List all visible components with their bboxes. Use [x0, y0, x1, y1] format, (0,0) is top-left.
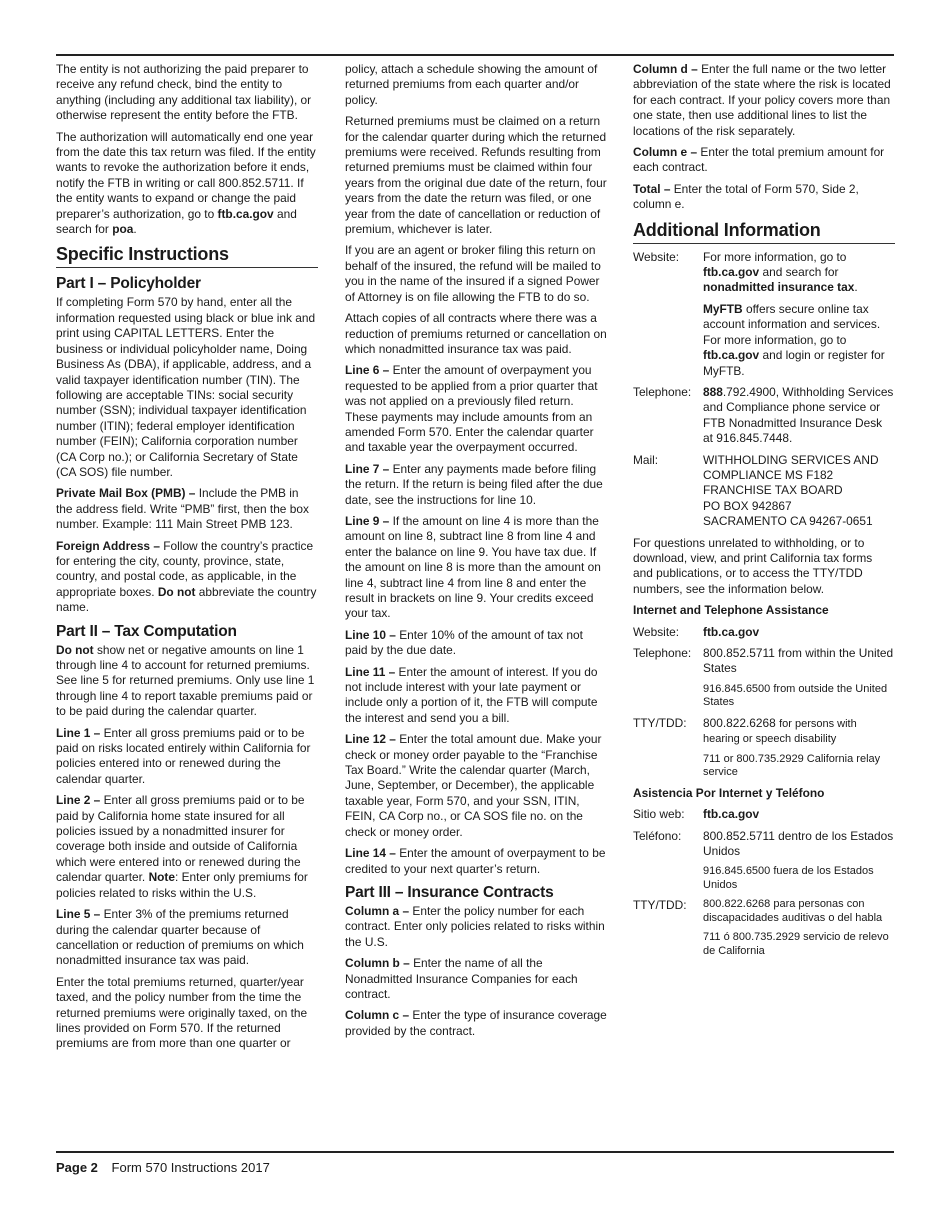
auth-paragraph-2: The authorization will automatically end one year from the date this tax return was filed. If the entity wants to revoke the authorization before it ends, notify the FTB in writing or call 800.852.5711. If the entity wants to expand or change the paid preparer’s authorization, go to ftb.ca.gov and search for poa.: [56, 129, 316, 237]
telephone-key: Telephone:: [633, 384, 692, 399]
line14-paragraph: Line 14 – Enter the amount of overpayment to be credited to your next quarter’s return.: [345, 846, 606, 876]
part3-heading: Part III – Insurance Contracts: [345, 883, 554, 901]
telephone-value: 888.792.4900, Withholding Services and Compliance phone service or FTB Nonadmitted Insurance Desk at 916.845.7448.: [703, 384, 894, 446]
website-key: Website:: [633, 249, 680, 264]
page-footer: [56, 1160, 270, 1175]
myftb-value: MyFTB offers secure online tax account information and services. For more information, go to ftb.ca.gov and login or register for MyFTB.: [703, 301, 885, 378]
column-b-paragraph: Column b – Enter the name of all the Nonadmitted Insurance Companies for each contract.: [345, 956, 578, 1001]
part2-paragraph: Do not show net or negative amounts on line 1 through line 4 to account for returned premiums. See line 5 for returned premiums. Only use line 1 through line 4 to report taxable premiums paid or to be paid during the calendar quarter.: [56, 642, 315, 719]
questions-paragraph: For questions unrelated to withholding, or to download, view, and print California tax forms and publications, or to access the TTY/TDD numbers, see the information below.: [633, 535, 873, 596]
esp-telephone-row: Teléfono: 800.852.5711 dentro de los Estados Unidos 916.845.6500 fuera de los Estados Unidos: [633, 828, 894, 891]
ita-tty-row: TTY/TDD: 800.822.6268 for persons with hearing or speech disability 711 or 800.735.2929 California relay service: [633, 715, 881, 779]
specific-instructions-heading: Specific Instructions: [56, 243, 318, 268]
part2-heading: Part II – Tax Computation: [56, 622, 237, 640]
line5-paragraph-2: Enter the total premiums returned, quarter/year taxed, and the policy number from the time the returned premiums were originally taxed, on the lines provided on Form 570. If the returned premiums are from more than one quarter or: [56, 974, 308, 1051]
line7-paragraph: Line 7 – Enter any payments made before filing the return. If the return is being filed after the due date, see the instructions for line 10.: [345, 461, 603, 507]
attach-contracts-paragraph: Attach copies of all contracts where there was a reduction of premiums returned or cancellation on which nonadmitted insurance tax was paid.: [345, 311, 607, 356]
myftb-row: [633, 302, 895, 379]
asistencia-heading: Asistencia Por Internet y Teléfono: [633, 785, 825, 800]
part1-paragraph: If completing Form 570 by hand, enter all the information requested using black or blue ink and print using CAPITAL LETTERS. Enter the business or individual policyholder name, Doing Business As (DBA), if applicable, address, and a valid taxpayer identification number (TIN). The following are acceptable TINs: social security number (SSN); individual taxpayer identification number (ITIN); federal employer identification number (FEIN); California corporation number (CA Corp no.); or California Secretary of State (CA SOS) file number.: [56, 295, 316, 479]
footer-rule: [56, 1151, 894, 1153]
additional-information-heading: Additional Information: [633, 219, 895, 244]
column-a-paragraph: Column a – Enter the policy number for each contract. Enter only policies related to risks within the U.S.: [345, 903, 605, 949]
returned-premiums-claim: Returned premiums must be claimed on a return for the calendar quarter during which the returned premiums were received. Refunds resulting from returned premiums must be claimed within four years from the original due date of the return, four years from the date the return was filed, or one year from the date of cancellation or reduction of premium, whichever is later.: [345, 114, 607, 237]
website-value: For more information, go to ftb.ca.gov and search for nonadmitted insurance tax.: [703, 249, 858, 295]
column-2: [345, 62, 607, 1045]
line5-paragraph: Line 5 – Enter 3% of the premiums returned during the calendar quarter because of cancellation or reduction of premiums on which nonadmitted insurance tax was paid.: [56, 907, 304, 968]
column-c-paragraph: Column c – Enter the type of insurance coverage provided by the contract.: [345, 1008, 607, 1038]
total-paragraph: Total – Enter the total of Form 570, Side 2, column e.: [633, 181, 859, 212]
ita-website-row: Website: ftb.ca.gov: [633, 624, 760, 639]
telephone-row: [633, 385, 895, 447]
mail-address: WITHHOLDING SERVICES AND COMPLIANCE MS F182 FRANCHISE TAX BOARD PO BOX 942867 SACRAMENTO CA 94267-0651: [703, 452, 879, 529]
pmb-paragraph: Private Mail Box (PMB) – Include the PMB in the address field. Write “PMB” first, then the box number. Example: 111 Main Street PMB 123.: [56, 486, 309, 532]
line12-paragraph: Line 12 – Enter the total amount due. Make your check or money order payable to the “Franchise Tax Board.” Write the calendar quarter (March, June, September, or December), the applicable taxable year, Form 570, and your SSN, ITIN, FEIN, CA Corp no., or CA SOS file no. on the check or money order.: [345, 732, 602, 839]
top-rule: [56, 54, 894, 56]
esp-tty-row: TTY/TDD: 800.822.6268 para personas con discapacidades auditivas o del habla 711 ó 800.735.2929 servicio de relevo de California: [633, 898, 889, 957]
line2-paragraph: Line 2 – Enter all gross premiums paid or to be paid by California home state insured for all policies issued by a nonadmitted insurer for coverage both inside and outside of California which were entered into or renewed during the calendar quarter. Note: Enter only premiums for policies related to risks within the U.S.: [56, 793, 308, 900]
page-number: Page 2: [56, 1160, 98, 1175]
returned-premiums-schedule: policy, attach a schedule showing the amount of returned premiums from each quarter and/or policy.: [345, 62, 598, 107]
internet-telephone-heading: Internet and Telephone Assistance: [633, 603, 829, 618]
mail-key: Mail:: [633, 452, 659, 467]
column-d-paragraph: Column d – Enter the full name or the two letter abbreviation of the state where the risk is located for each contract. If your policy covers more than one state, then use additional lines to list the locations of the risk separately.: [633, 62, 891, 138]
line9-paragraph: Line 9 – If the amount on line 4 is more than the amount on line 8, subtract line 8 from line 4 and enter the balance on line 9. You have tax due. If the amount on line 8 is more than the amount on line 4, subtract line 4 from line 8 and enter the result in brackets on line 9. Your credits exceed your tax.: [345, 513, 601, 621]
footer-title: Form 570 Instructions 2017: [111, 1160, 270, 1175]
auth-paragraph-1: The entity is not authorizing the paid preparer to receive any refund check, bind the entity to anything (including any additional tax liability), or otherwise represent the entity before the FTB.: [56, 62, 312, 123]
column-3: [633, 62, 895, 964]
part1-heading: Part I – Policyholder: [56, 275, 201, 293]
foreign-address-paragraph: Foreign Address – Follow the country’s practice for entering the city, county, province, state, country, and postal code, as applicable, in the appropriate boxes. Do not abbreviate the country name.: [56, 538, 317, 615]
esp-website-link: ftb.ca.gov: [703, 807, 760, 822]
line1-paragraph: Line 1 – Enter all gross premiums paid or to be paid on risks located entirely within California for policies entered into or renewed during the calendar quarter.: [56, 725, 311, 786]
ita-website-link: ftb.ca.gov: [703, 624, 760, 639]
column-1: [56, 62, 318, 1058]
ita-telephone-row: Telephone: 800.852.5711 from within the United States 916.845.6500 from outside the United States: [633, 646, 894, 709]
line6-paragraph: Line 6 – Enter the amount of overpayment you requested to be applied from a prior quarter that was not applied on a previously filed return. These payments may include amounts from an amended Form 570. Enter the calendar quarter and taxable year the overpayment occurred.: [345, 363, 598, 455]
line10-paragraph: Line 10 – Enter 10% of the amount of tax not paid by the due date.: [345, 627, 583, 658]
column-e-paragraph: Column e – Enter the total premium amount for each contract.: [633, 145, 885, 175]
agent-broker-paragraph: If you are an agent or broker filing this return on behalf of the insured, the refund will be mailed to you in the name of the insured if a signed Power of Attorney is on file allowing the FTB to do so.: [345, 243, 601, 304]
website-row: [633, 250, 895, 296]
mail-row: [633, 453, 895, 530]
line11-paragraph: Line 11 – Enter the amount of interest. If you do not include interest with your late payment or include only a portion of it, the FTB will compute the interest and send you a bill.: [345, 664, 598, 725]
esp-website-row: Sitio web: ftb.ca.gov: [633, 807, 760, 822]
